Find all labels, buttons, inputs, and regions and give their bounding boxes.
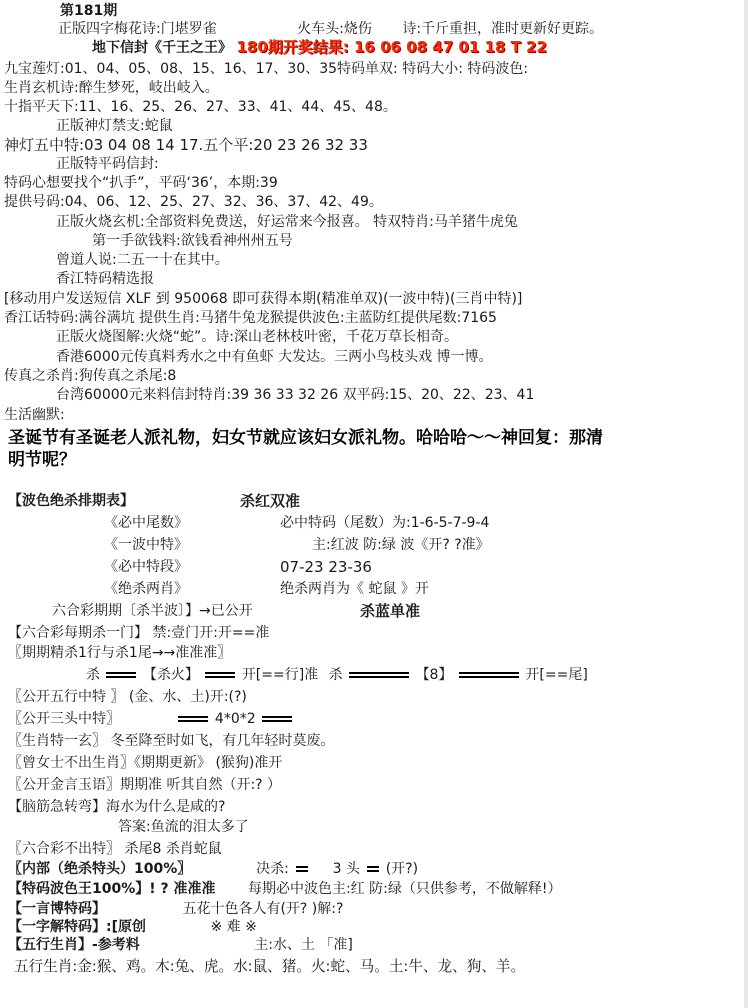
- fire-diagram-line: 正版火烧图解:火烧“蛇”。诗:深山老林枝叶密，千花万草长相奇。: [56, 329, 458, 345]
- five-zodiac-value: 主:水、土 「准]: [254, 937, 353, 953]
- kill-label: 杀: [328, 667, 343, 683]
- no-special-line: 〖六合彩不出特〗 杀尾8 杀肖蛇鼠: [8, 841, 222, 857]
- kill-fire-box: 【杀火】: [142, 667, 199, 683]
- forbidden-line: 正版神灯禁支:蛇鼠: [56, 118, 173, 134]
- divider: [205, 672, 235, 678]
- page-edge: [744, 0, 748, 1008]
- kill-head-line: [8, 860, 418, 878]
- taoist-line: 曾道人说:二五一十在其中。: [56, 252, 229, 268]
- sms-line: [移动用户发送短信 XLF 到 950068 即可获得本期(精准单双)(一波中特)(三肖中特)]: [4, 291, 523, 307]
- letter-label: 地下信封《千王之王》: [92, 40, 232, 56]
- segment-label: 《必中特段》: [104, 559, 188, 575]
- ten-fingers-line: 十指平天下:11、16、25、26、27、33、41、44、45、48。: [4, 99, 397, 115]
- first-hand-line: 第一手欲钱料:欲钱看神州州五号: [92, 233, 293, 249]
- one-char-line: [8, 918, 257, 936]
- kill-eight-box: 【8】: [415, 667, 453, 683]
- one-word-label: 【一言博特码】: [8, 901, 106, 917]
- hongkong-report-line: 香江特码精选报: [56, 271, 154, 287]
- issue-title: 第181期: [60, 3, 118, 19]
- provided-numbers-line: 提供号码:04、06、12、25、27、32、36、37、42、49。: [4, 194, 383, 210]
- kill-door-line: 【六合彩每期杀一门】 禁:壹门开:开==准: [8, 625, 270, 641]
- fire-mystery-line: 正版火烧玄机:全部资料免费送，好运常来今报喜。 特双特肖:马羊猪牛虎兔: [56, 214, 518, 230]
- golden-words-line: 〖公开金言玉语〗期期准 听其自然（开:? ）: [8, 777, 282, 793]
- riddle-line: 【脑筋急转弯】海水为什么是咸的?: [8, 799, 226, 815]
- fax-kill-line: 传真之杀肖:狗传真之杀尾:8: [4, 368, 177, 384]
- taiwan-line: 台湾60000元来料信封特肖:39 36 33 32 26 双平码:15、20、22、23、41: [56, 387, 535, 403]
- flat-code-letter-line: 正版特平码信封:: [56, 156, 159, 172]
- divider: [262, 716, 292, 722]
- xiangjiang-line: 香江话特码:满谷满坑 提供生肖:马猪牛兔龙猴提供波色:主蓝防红提供尾数:7165: [4, 310, 497, 326]
- segment-value: 07-23 23-36: [280, 558, 372, 576]
- open-element: 开[==行]准: [241, 667, 319, 683]
- divider: [349, 672, 409, 678]
- plum-poem-value: 门堪罗雀: [160, 21, 217, 37]
- hk-fax-line: 香港6000元传真料秀水之中有鱼虾 大发达。三两小鸟枝头戏 博一博。: [56, 349, 493, 365]
- three-head-value: 4*0*2: [214, 711, 256, 727]
- tail-label: 《必中尾数》: [104, 515, 188, 531]
- kill-head-value: 3 头: [332, 861, 360, 877]
- poem: 诗:千斤重担，准时更新好更踪。: [402, 21, 604, 37]
- kill-head-label: 〖内部（绝杀特头）100%〗: [8, 861, 192, 877]
- one-char-label: 【一字解特码】:[原创: [8, 919, 146, 935]
- half-wave-line: 六合彩期期〔杀半波〕】→已公开: [52, 603, 253, 619]
- plum-poem-label: 正版四字梅花诗:: [58, 21, 161, 37]
- divider: [459, 672, 519, 678]
- plum-poem-line: [58, 20, 603, 38]
- three-head-label: 〖公开三头中特〗: [8, 711, 120, 727]
- train-head: 火车头:烧伤: [297, 21, 372, 37]
- pickpocket-line: 特码心想要找个“扒手”，平码‘36’，本期:39: [4, 175, 278, 191]
- wave-king-value: 每期必中波色主:红 防:绿（只供参考，不做解释!）: [247, 881, 562, 897]
- kill-fire-row: [86, 666, 588, 684]
- zodiac-hint-line: 〖生肖特一玄〗 冬至降至时如飞，有几年轻时莫废。: [8, 733, 335, 749]
- tail-value: 必中特码（尾数）为:1-6-5-7-9-4: [280, 515, 490, 531]
- one-char-value: ※ 难 ※: [210, 919, 257, 935]
- joke-text: 圣诞节有圣诞老人派礼物，妇女节就应该妇女派礼物。哈哈哈～～神回复：那清明节呢？: [8, 428, 603, 470]
- five-element-zodiac-line: 五行生肖:金:猴、鸡。木:兔、虎。水:鼠、猪。火:蛇、马。土:牛、龙、狗、羊。: [14, 958, 526, 975]
- one-word-value: 五花十色各人有(开? )解:?: [182, 901, 344, 917]
- open-tail: 开[==尾]: [525, 667, 588, 683]
- riddle-answer: 答案:鱼流的泪太多了: [118, 819, 249, 835]
- kill-two-value: 绝杀两肖为《 蛇鼠 》开: [280, 581, 429, 597]
- five-zodiac-line: [8, 936, 353, 954]
- wave-king-line: [8, 880, 561, 898]
- five-zodiac-label: 【五行生肖】-参考料: [8, 937, 140, 953]
- kill-two-label: 《绝杀两肖》: [104, 581, 188, 597]
- wave-value: 主:红波 防:绿 波《开? ?准》: [312, 537, 490, 553]
- five-element-line: 〖公开五行中特 〗 (金、水、土)开:(?): [8, 689, 247, 705]
- wave-king-label: 【特码波色王100%】! ? 准准准: [8, 881, 216, 897]
- lotus-line: 九宝莲灯:01、04、05、08、15、16、17、30、35特码单双: 特码大小: 特码波色:: [4, 61, 529, 77]
- wave-label: 《一波中特》: [104, 537, 188, 553]
- letter-line: [92, 38, 547, 57]
- table-title-left: 【波色绝杀排期表】: [8, 493, 134, 509]
- divider: [296, 866, 308, 872]
- kill-head-text: 决杀:: [256, 861, 289, 877]
- table-title-right: 杀红双准: [240, 492, 301, 510]
- kill-blue: 杀蓝单准: [360, 602, 421, 620]
- divider: [367, 866, 379, 872]
- draw-result: 180期开奖结果: 16 06 08 47 01 18 T 22: [236, 38, 547, 56]
- divider: [106, 672, 136, 678]
- kill-row-tail-line: 〖期期精杀1行与杀1尾→→准准准〗: [8, 645, 232, 661]
- three-head-line: [8, 710, 294, 728]
- humor-label: 生活幽默:: [4, 407, 65, 423]
- kill-label: 杀: [86, 667, 100, 683]
- one-word-line: [8, 900, 343, 918]
- divider: [178, 716, 208, 722]
- zodiac-poem-line: 生肖玄机诗:醉生梦死，岐出岐入。: [4, 80, 219, 96]
- ms-zeng-line: 〖曾女士不出生肖〗《期期更新》 (猴狗)准开: [8, 755, 283, 771]
- five-special-line: 神灯五中特:03 04 08 14 17.五个平:20 23 26 32 33: [4, 136, 368, 154]
- kill-head-open: (开?): [385, 861, 419, 877]
